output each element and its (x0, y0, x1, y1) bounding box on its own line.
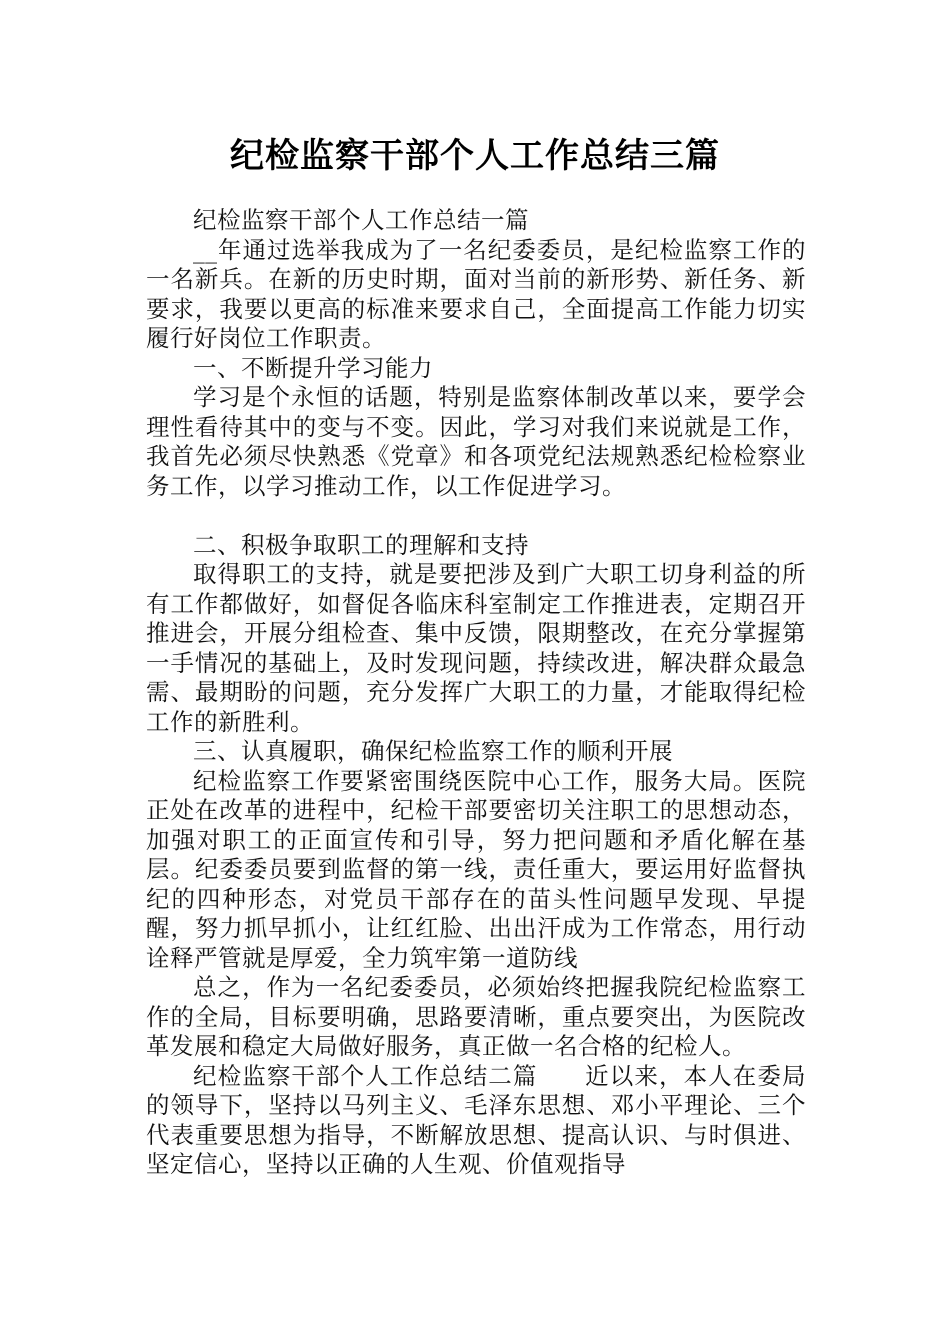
document-body (146, 206, 806, 1180)
paragraph-part-two-text: 近以来，本人在委局的领导下，坚持以马列主义、毛泽东思想、邓小平理论、三个代表重要思想为指导，不断解放思想、提高认识、与时俱进、坚定信心，坚持以正确的人生观、价值观指导 (146, 1061, 807, 1178)
paragraph-duty: 纪检监察工作要紧密围绕医院中心工作，服务大局。医院正处在改革的进程中，纪检干部要密切关注职工的思想动态，加强对职工的正面宣传和引导，努力把问题和矛盾化解在基层。纪委委员要到监督的第一线，责任重大，要运用好监督执纪的四种形态，对党员干部存在的苗头性问题早发现、早提醒，努力抓早抓小，让红红脸、出出汗成为工作常态，用行动诠释严管就是厚爱，全力筑牢第一道防线 (146, 766, 806, 972)
section-heading-one: 纪检监察干部个人工作总结一篇 (193, 206, 529, 234)
paragraph-learning: 学习是个永恒的话题，特别是监察体制改革以来，要学会理性看待其中的变与不变。因此，学习对我们来说就是工作，我首先必须尽快熟悉《党章》和各项党纪法规熟悉纪检检察业务工作，以学习推动工作，以工作促进学习。 (146, 383, 806, 500)
paragraph-conclusion: 总之，作为一名纪委委员，必须始终把握我院纪检监察工作的全局，目标要明确，思路要清晰，重点要突出，为医院改革发展和稳定大局做好服务，真正做一名合格的纪检人。 (146, 973, 806, 1060)
blank-line (146, 501, 806, 531)
paragraph-part-two (146, 1062, 806, 1180)
document-title: 纪检监察干部个人工作总结三篇 (230, 136, 720, 176)
subheading-learning: 一、不断提升学习能力 (193, 353, 433, 382)
subheading-support: 二、积极争取职工的理解和支持 (193, 530, 529, 559)
paragraph-intro: __年通过选举我成为了一名纪委委员，是纪检监察工作的一名新兵。在新的历史时期，面对当前的新形势、新任务、新要求，我要以更高的标准来要求自己，全面提高工作能力切实履行好岗位工作职责。 (146, 235, 806, 352)
subheading-duty: 三、认真履职，确保纪检监察工作的顺利开展 (193, 737, 673, 765)
paragraph-support: 取得职工的支持，就是要把涉及到广大职工切身利益的所有工作都做好，如督促各临床科室制定工作推进表，定期召开推进会，开展分组检查、集中反馈，限期整改，在充分掌握第一手情况的基础上，及时发现问题，持续改进，解决群众最急需、最期盼的问题，充分发挥广大职工的力量，才能取得纪检工作的新胜利。 (146, 560, 806, 736)
section-heading-two: 纪检监察干部个人工作总结二篇 (193, 1061, 538, 1090)
